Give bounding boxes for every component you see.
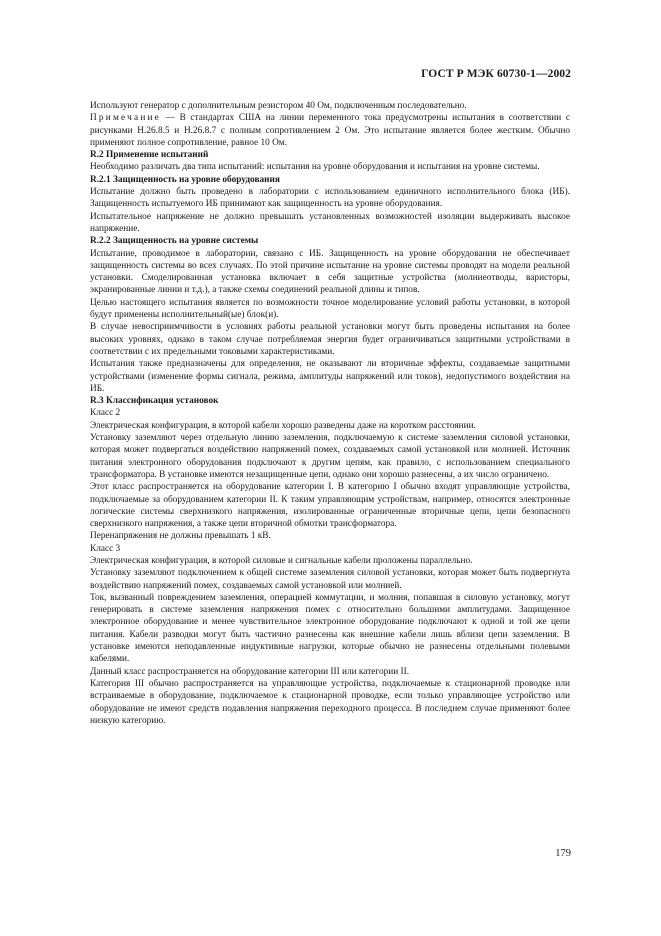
paragraph: Испытания также предназначены для определения, не оказывают ли вторичные эффекты, создаваемые защитными устройствами (изменение формы сигнала, режима, амплитуды напряжений или токов), недопустимого воздействия на ИБ. xyxy=(90,359,570,394)
paragraph: Ток, вызванный повреждением заземления, операцией коммутации, и молния, попавшая в силовую установку, могут генерировать в системе заземления напряжения помех с относительно большими амплитудами. Защищенное электронное оборудование и менее чувствительное электронное оборудование подключают к одной и той же цепи питания. Кабели разводки могут быть частично разнесены как внешние кабели лишь вблизи цепи заземления. В установке имеются неподавленные индуктивные нагрузки, которые обычно не разнесены отдельными полевыми кабелями. xyxy=(90,592,570,665)
paragraph: Используют генератор с дополнительным резистором 40 Ом, подключенным последовательно. xyxy=(90,101,467,111)
paragraph: Перенапряжения не должны превышать 1 кВ. xyxy=(90,531,271,542)
paragraph: Необходимо различать два типа испытаний: испытания на уровне оборудования и испытания на уровне системы. xyxy=(90,162,540,173)
paragraph: Данный класс распространяется на оборудование категории III или категории II. xyxy=(90,666,410,677)
paragraph: Установку заземляют подключением к общей системе заземления силовой установки, которая может быть подвергнута воздействию напряжений помех, создаваемых самой установкой или молнией. xyxy=(90,568,570,591)
document-header: ГОСТ Р МЭК 60730-1—2002 xyxy=(421,68,571,80)
note-text: — В стандартах США на линии переменного тока предусмотрены испытания в соответствии с рисунками Н.26.8.5 и Н.26.8.7 с полным сопротивлением 2 Ом. Это испытание является более жестким. Обычно применяют полное сопротивление, равное 10 Ом. xyxy=(90,113,570,148)
paragraph: Испытание должно быть проведено в лаборатории с использованием единичного исполнительного блока (ИБ). Защищенность испытуемого ИБ принимают как защищенность на уровне оборудования. xyxy=(90,187,570,210)
class-label: Класс 2 xyxy=(90,408,121,419)
section-heading: R.2.2 Защищенность на уровне системы xyxy=(90,236,259,247)
paragraph: Категория III обычно распространяется на управляющие устройства, подключаемые к стационарной проводке или встраиваемые в оборудование, подключаемое к стационарной проводке, если только управляющее устройство или оборудование не имеют средств подавления напряжения переходного процесса. В последнем случае применяют более низкую категорию. xyxy=(90,678,570,726)
paragraph: Этот класс распространяется на оборудование категории I. В категорию I обычно входят управляющие устройства, подключаемые за оборудованием категории II. К таким управляющим устройствам, например, относятся электронные логические системы сверхнизкого напряжения, изолированные ограниченные вторичные цепи, цепи безопасного сверхнизкого напряжения, а также цепи вторичной обмотки трансформатора. xyxy=(90,482,570,530)
paragraph: Целью настоящего испытания является по возможности точное моделирование условий работы установки, в которой будут применены исполнительный(ые) блок(и). xyxy=(90,297,570,321)
paragraph: Испытание, проводимое в лаборатории, связано с ИБ. Защищенность на уровне оборудования не обеспечивает защищенность системы во всех случаях. По этой причине испытание на уровне системы проводят на модели реальной установки. Смоделированная установка включает в себя защитные устройства (молниеотводы, варисторы, экранированные линии и т.д.), а также схемы соединений реальной длины и типов. xyxy=(90,248,570,296)
section-heading: R.2.1 Защищенность на уровне оборудования xyxy=(90,174,280,185)
paragraph: Электрическая конфигурация, в которой силовые и сигнальные кабели проложены параллельно. xyxy=(90,555,473,566)
page-number: 179 xyxy=(555,848,571,859)
section-heading: R.2 Применение испытаний xyxy=(90,150,209,161)
note xyxy=(90,112,570,149)
section-heading: R.3 Классификация установок xyxy=(90,396,219,407)
paragraph: Электрическая конфигурация, в которой кабели хорошо разведены даже на коротком расстоянии. xyxy=(90,420,476,431)
document-body xyxy=(90,100,570,727)
paragraph: В случае невосприимчивости в условиях работы реальной установки могут быть проведены испытания на более высоких уровнях, однако в таком случае потребляемая энергия будет ограничиваться защитными устройствами в соответствии с их предельными токовыми характеристиками. xyxy=(90,322,570,357)
class-label: Класс 3 xyxy=(90,543,121,554)
note-label: Примечание xyxy=(90,113,161,124)
paragraph: Установку заземляют через отдельную линию заземления, подключаемую к системе заземления силовой установки, которая может подвергаться воздействию напряжений помех, создаваемых самой установкой или молнией. Источник питания электронного оборудования подключают к другим цепям, как правило, с использованием специального трансформатора. В установке имеются незащищенные цепи, однако они хорошо разнесены, а их число ограничено. xyxy=(90,433,570,480)
paragraph: Испытательное напряжение не должно превышать установленных возможностей изоляции выдерживать высокое напряжение. xyxy=(90,211,570,234)
